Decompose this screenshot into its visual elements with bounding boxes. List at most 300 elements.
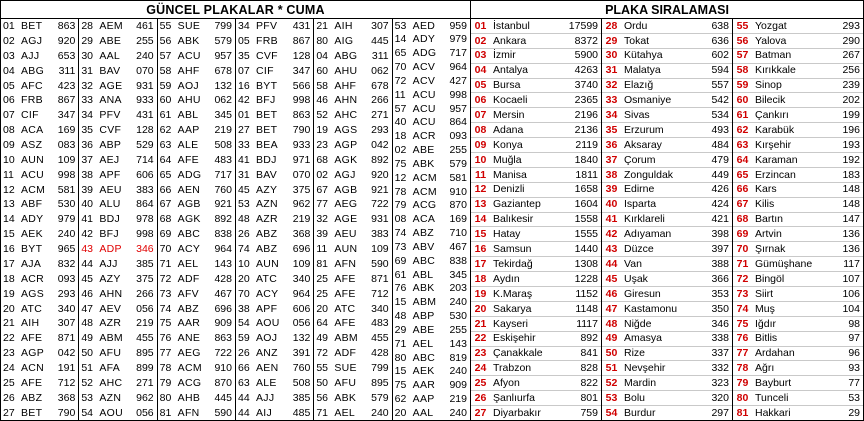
plate-index: 35 (81, 124, 94, 137)
plate-number: 979 (57, 213, 76, 226)
province-population: 107 (842, 272, 860, 285)
province-plate-code: 29 (605, 34, 618, 47)
plate-row (158, 93, 235, 108)
plate-number: 056 (136, 406, 154, 419)
plate-index: 60 (316, 64, 328, 77)
plate-index: 05 (237, 35, 250, 48)
plate-number: 062 (214, 94, 232, 107)
province-name: Adana (493, 123, 524, 136)
plate-index: 01 (3, 20, 15, 33)
plate-index: 22 (3, 332, 15, 345)
province-name: Van (624, 257, 642, 270)
plate-row (314, 93, 391, 108)
ranking-row (602, 242, 732, 257)
plate-number: 311 (58, 64, 76, 77)
plate-code: AOU (255, 317, 280, 330)
plate-number: 445 (371, 35, 389, 48)
plate-number: 920 (57, 35, 76, 48)
plate-row (314, 405, 391, 420)
ranking-row (602, 19, 732, 34)
plate-code: ADF (177, 272, 200, 285)
plate-number: 998 (57, 168, 76, 181)
plate-number: 093 (57, 272, 76, 285)
plate-index: 26 (237, 228, 250, 241)
plate-ranking-title: PLAKA SIRALAMASI (471, 1, 863, 19)
plate-index: 75 (394, 157, 407, 170)
province-plate-code: 42 (605, 228, 618, 241)
plate-code: ABC (412, 351, 436, 364)
ranking-row (733, 347, 863, 362)
ranking-column (732, 19, 863, 420)
plate-number: 790 (292, 124, 311, 137)
ranking-row (733, 287, 863, 302)
province-plate-code: 16 (474, 243, 487, 256)
plate-number: 931 (136, 79, 154, 92)
plate-index: 10 (237, 257, 250, 270)
plate-row (158, 19, 235, 34)
plate-row (393, 47, 470, 61)
plate-number: 109 (57, 153, 76, 166)
plate-number: 710 (449, 227, 467, 240)
ranking-row (471, 49, 601, 64)
plate-number: 871 (371, 272, 389, 285)
plate-index: 08 (3, 124, 15, 137)
province-plate-code: 33 (605, 94, 618, 107)
ranking-row (471, 391, 601, 406)
plate-code: AEG (334, 198, 358, 211)
plate-index: 44 (237, 406, 250, 419)
province-name: Isparta (624, 198, 657, 211)
plate-row (393, 33, 470, 47)
plate-column (392, 19, 470, 420)
plate-row (314, 331, 391, 346)
ranking-row (733, 332, 863, 347)
ranking-row (733, 138, 863, 153)
plate-row (79, 242, 156, 257)
plate-code: AJA (21, 257, 42, 270)
plate-number: 427 (449, 74, 467, 87)
province-plate-code: 12 (474, 183, 487, 196)
province-population: 1440 (574, 243, 598, 256)
province-name: Ankara (493, 34, 527, 47)
plate-code: ABM (412, 296, 437, 309)
province-name: Afyon (493, 377, 520, 390)
plate-number: 070 (292, 168, 311, 181)
ranking-row (733, 257, 863, 272)
plate-row (79, 212, 156, 227)
plate-code: AAP (177, 124, 200, 137)
plate-row (158, 331, 235, 346)
plate-row (1, 182, 78, 197)
province-plate-code: 31 (605, 64, 618, 77)
plate-index: 17 (3, 257, 15, 270)
plate-row (79, 316, 156, 331)
plate-number: 717 (214, 168, 232, 181)
plate-index: 32 (81, 79, 94, 92)
province-plate-code: 21 (474, 317, 487, 330)
province-name: Bitlis (755, 332, 778, 345)
plate-column (157, 19, 235, 420)
ranking-row (733, 93, 863, 108)
plate-number: 132 (214, 79, 232, 92)
plate-number: 530 (57, 198, 76, 211)
province-population: 17599 (568, 19, 598, 32)
plate-row (236, 405, 313, 420)
province-name: Batman (755, 49, 792, 62)
plate-index: 27 (237, 124, 250, 137)
province-plate-code: 11 (474, 168, 487, 181)
plate-row (236, 138, 313, 153)
plate-code: ABK (412, 282, 435, 295)
plate-code: ACU (412, 102, 436, 115)
plate-code: ABG (21, 64, 45, 77)
plate-code: ADP (99, 243, 122, 256)
plate-code: AZY (255, 183, 278, 196)
province-name: Şanlıurfa (493, 391, 536, 404)
province-plate-code: 32 (605, 79, 618, 92)
plate-row (314, 242, 391, 257)
province-plate-code: 59 (736, 79, 749, 92)
plate-code: AAR (177, 317, 201, 330)
plate-index: 62 (159, 124, 172, 137)
province-population: 193 (842, 138, 860, 151)
ranking-row (471, 183, 601, 198)
province-name: Balıkesir (493, 213, 534, 226)
province-name: Tokat (624, 34, 650, 47)
province-population: 1308 (574, 257, 598, 270)
ranking-row (602, 361, 732, 376)
plate-row (1, 346, 78, 361)
province-plate-code: 03 (474, 49, 487, 62)
plate-code: ABZ (255, 228, 278, 241)
plate-row (393, 392, 470, 406)
plate-code: AFE (21, 376, 43, 389)
plate-code: AED (412, 19, 436, 32)
ranking-row (471, 93, 601, 108)
plate-index: 79 (394, 199, 407, 212)
ranking-row (471, 198, 601, 213)
plate-row (1, 153, 78, 168)
plate-row (236, 346, 313, 361)
plate-code: SUE (334, 361, 357, 374)
province-plate-code: 17 (474, 257, 487, 270)
province-name: Rize (624, 347, 646, 360)
province-population: 350 (711, 302, 729, 315)
province-plate-code: 51 (605, 362, 618, 375)
plate-index: 72 (159, 272, 172, 285)
plate-index: 63 (237, 376, 250, 389)
ranking-row (733, 168, 863, 183)
ranking-row (602, 168, 732, 183)
plate-row (79, 182, 156, 197)
ranking-row (471, 227, 601, 242)
province-name: Kütahya (624, 49, 663, 62)
province-plate-code: 55 (736, 19, 749, 32)
plate-row (236, 301, 313, 316)
plate-row (158, 64, 235, 79)
plate-number: 870 (214, 376, 232, 389)
plate-row (393, 60, 470, 74)
plate-index: 70 (237, 287, 250, 300)
ranking-row (733, 317, 863, 332)
plate-number: 962 (136, 391, 154, 404)
plate-code: AGP (334, 139, 358, 152)
plate-row (393, 157, 470, 171)
plate-code: ABP (412, 310, 435, 323)
plate-number: 606 (292, 302, 311, 315)
plate-number: 870 (449, 199, 467, 212)
plate-row (314, 123, 391, 138)
plate-code: AEU (334, 228, 357, 241)
province-population: 801 (580, 391, 598, 404)
plate-number: 255 (449, 144, 467, 157)
plate-code: ABZ (177, 302, 199, 315)
plate-number: 203 (449, 282, 467, 295)
province-plate-code: 35 (605, 123, 618, 136)
province-plate-code: 10 (474, 153, 487, 166)
plate-row (314, 346, 391, 361)
province-population: 638 (711, 19, 729, 32)
province-plate-code: 67 (736, 198, 749, 211)
plate-code: AHC (99, 376, 123, 389)
plate-code: AJJ (99, 257, 118, 270)
plate-code: AUN (255, 257, 280, 270)
plate-row (314, 138, 391, 153)
plate-code: ACA (21, 124, 44, 137)
plate-code: BYT (21, 243, 43, 256)
province-population: 239 (842, 79, 860, 92)
ranking-row (602, 153, 732, 168)
ranking-row (733, 198, 863, 213)
plate-index: 15 (3, 228, 15, 241)
province-population: 4263 (574, 64, 598, 77)
ranking-row (471, 242, 601, 257)
province-name: Niğde (624, 317, 652, 330)
ranking-row (602, 34, 732, 49)
plate-row (393, 365, 470, 379)
plate-code: FRB (255, 35, 278, 48)
province-population: 841 (580, 347, 598, 360)
plate-index: 20 (316, 302, 328, 315)
plate-code: AFU (334, 376, 357, 389)
plate-code: ABE (99, 35, 122, 48)
plate-index: 73 (159, 287, 172, 300)
ranking-row (471, 272, 601, 287)
plate-number: 864 (136, 198, 154, 211)
plate-index: 03 (3, 49, 15, 62)
province-population: 98 (848, 317, 860, 330)
plate-code: AGK (177, 213, 201, 226)
plate-row (236, 197, 313, 212)
plate-row (393, 351, 470, 365)
province-population: 8372 (574, 34, 598, 47)
province-population: 297 (711, 406, 729, 419)
ranking-row (471, 138, 601, 153)
plate-row (236, 272, 313, 287)
ranking-row (471, 123, 601, 138)
ranking-row (733, 361, 863, 376)
plate-row (79, 168, 156, 183)
plate-code: AEL (334, 406, 356, 419)
plate-code: ADY (412, 33, 436, 46)
plate-code: AEK (21, 228, 43, 241)
plate-index: 49 (81, 332, 94, 345)
plate-number: 240 (449, 406, 467, 419)
plate-index: 01 (237, 109, 250, 122)
province-name: Çorum (624, 153, 656, 166)
plate-code: AZR (255, 213, 278, 226)
province-plate-code: 20 (474, 302, 487, 315)
province-name: Ağrı (755, 362, 775, 375)
ranking-row (602, 108, 732, 123)
plate-index: 51 (81, 361, 94, 374)
plate-number: 971 (292, 153, 311, 166)
province-plate-code: 05 (474, 79, 487, 92)
plate-row (314, 64, 391, 79)
province-population: 828 (580, 362, 598, 375)
plate-code: ACG (177, 376, 202, 389)
province-name: Muğla (493, 153, 522, 166)
plate-code: AZN (99, 391, 122, 404)
plate-number: 964 (214, 243, 232, 256)
plate-code: ACV (412, 74, 436, 87)
plate-code: AAR (412, 379, 436, 392)
plate-number: 385 (292, 391, 311, 404)
plate-code: BAV (99, 64, 121, 77)
plate-index: 20 (3, 302, 15, 315)
ranking-column (601, 19, 732, 420)
province-name: Gümüşhane (755, 257, 813, 270)
plate-code: AIJ (255, 406, 273, 419)
province-plate-code: 40 (605, 198, 618, 211)
plate-number: 191 (57, 361, 76, 374)
province-population: 320 (711, 391, 729, 404)
plate-number: 910 (449, 185, 467, 198)
plate-row (79, 331, 156, 346)
plate-code: CVF (99, 124, 122, 137)
province-population: 148 (842, 198, 860, 211)
province-population: 557 (711, 79, 729, 92)
plate-index: 23 (316, 139, 328, 152)
plate-index: 11 (394, 88, 406, 101)
plate-row (314, 212, 391, 227)
plate-index: 78 (159, 361, 172, 374)
province-name: Sinop (755, 79, 782, 92)
plate-row (1, 108, 78, 123)
province-plate-code: 80 (736, 391, 749, 404)
province-plate-code: 54 (605, 406, 618, 419)
plate-code: BFJ (255, 94, 276, 107)
plate-row (1, 227, 78, 242)
plate-row (79, 108, 156, 123)
plate-number: 760 (292, 361, 311, 374)
plate-code: ALU (99, 198, 121, 211)
plate-row (79, 123, 156, 138)
province-name: Tunceli (755, 391, 789, 404)
plate-row (1, 390, 78, 405)
plate-index: 28 (81, 20, 94, 33)
plate-row (393, 102, 470, 116)
province-plate-code: 39 (605, 183, 618, 196)
plate-number: 909 (449, 379, 467, 392)
plate-code: AEV (99, 302, 122, 315)
plate-row (1, 242, 78, 257)
plate-index: 54 (81, 406, 94, 419)
plate-index: 09 (3, 139, 15, 152)
province-population: 256 (842, 64, 860, 77)
plate-index: 61 (394, 268, 407, 281)
plate-row (314, 227, 391, 242)
plate-number: 964 (449, 61, 467, 74)
province-name: Yalova (755, 34, 787, 47)
plate-row (158, 227, 235, 242)
plate-code: ACR (412, 130, 436, 143)
province-population: 323 (711, 377, 729, 390)
plate-code: AUN (334, 243, 358, 256)
province-population: 117 (843, 257, 860, 270)
province-plate-code: 47 (605, 302, 618, 315)
ranking-row (602, 93, 732, 108)
plate-row (236, 376, 313, 391)
plate-column (313, 19, 391, 420)
plate-index: 48 (394, 310, 407, 323)
plate-index: 18 (3, 272, 15, 285)
plate-code: BAV (255, 168, 278, 181)
ranking-row (733, 242, 863, 257)
plate-code: ATC (255, 272, 278, 285)
plate-code: AGK (334, 153, 358, 166)
plate-index: 42 (81, 228, 94, 241)
province-plate-code: 72 (736, 272, 749, 285)
plate-row (79, 138, 156, 153)
province-name: Kilis (755, 198, 775, 211)
plate-index: 76 (394, 282, 407, 295)
plate-number: 678 (371, 79, 389, 92)
plate-row (393, 337, 470, 351)
province-population: 449 (711, 168, 729, 181)
province-plate-code: 07 (474, 109, 487, 122)
province-population: 594 (711, 64, 729, 77)
plate-index: 52 (81, 376, 94, 389)
plate-index: 78 (394, 185, 407, 198)
plate-row (1, 19, 78, 34)
plate-column (78, 19, 156, 420)
plate-row (79, 286, 156, 301)
plate-code: AEJ (99, 153, 120, 166)
ranking-row (733, 406, 863, 420)
plate-row (314, 361, 391, 376)
plate-code: AFN (334, 257, 357, 270)
plate-number: 307 (371, 20, 389, 33)
province-plate-code: 50 (605, 347, 618, 360)
plate-code: AJJ (255, 391, 275, 404)
plate-row (236, 168, 313, 183)
plate-code: ACR (21, 272, 45, 285)
province-plate-code: 56 (736, 34, 749, 47)
province-population: 353 (711, 287, 729, 300)
province-plate-code: 74 (736, 302, 749, 315)
plate-index: 56 (316, 391, 328, 404)
province-name: Manisa (493, 168, 527, 181)
plate-index: 07 (3, 109, 15, 122)
plate-code: AEU (99, 183, 122, 196)
province-name: Nevşehir (624, 362, 666, 375)
ranking-row (602, 183, 732, 198)
province-population: 53 (848, 391, 860, 404)
province-plate-code: 49 (605, 332, 618, 345)
plate-index: 49 (316, 332, 328, 345)
plate-code: BET (21, 20, 43, 33)
